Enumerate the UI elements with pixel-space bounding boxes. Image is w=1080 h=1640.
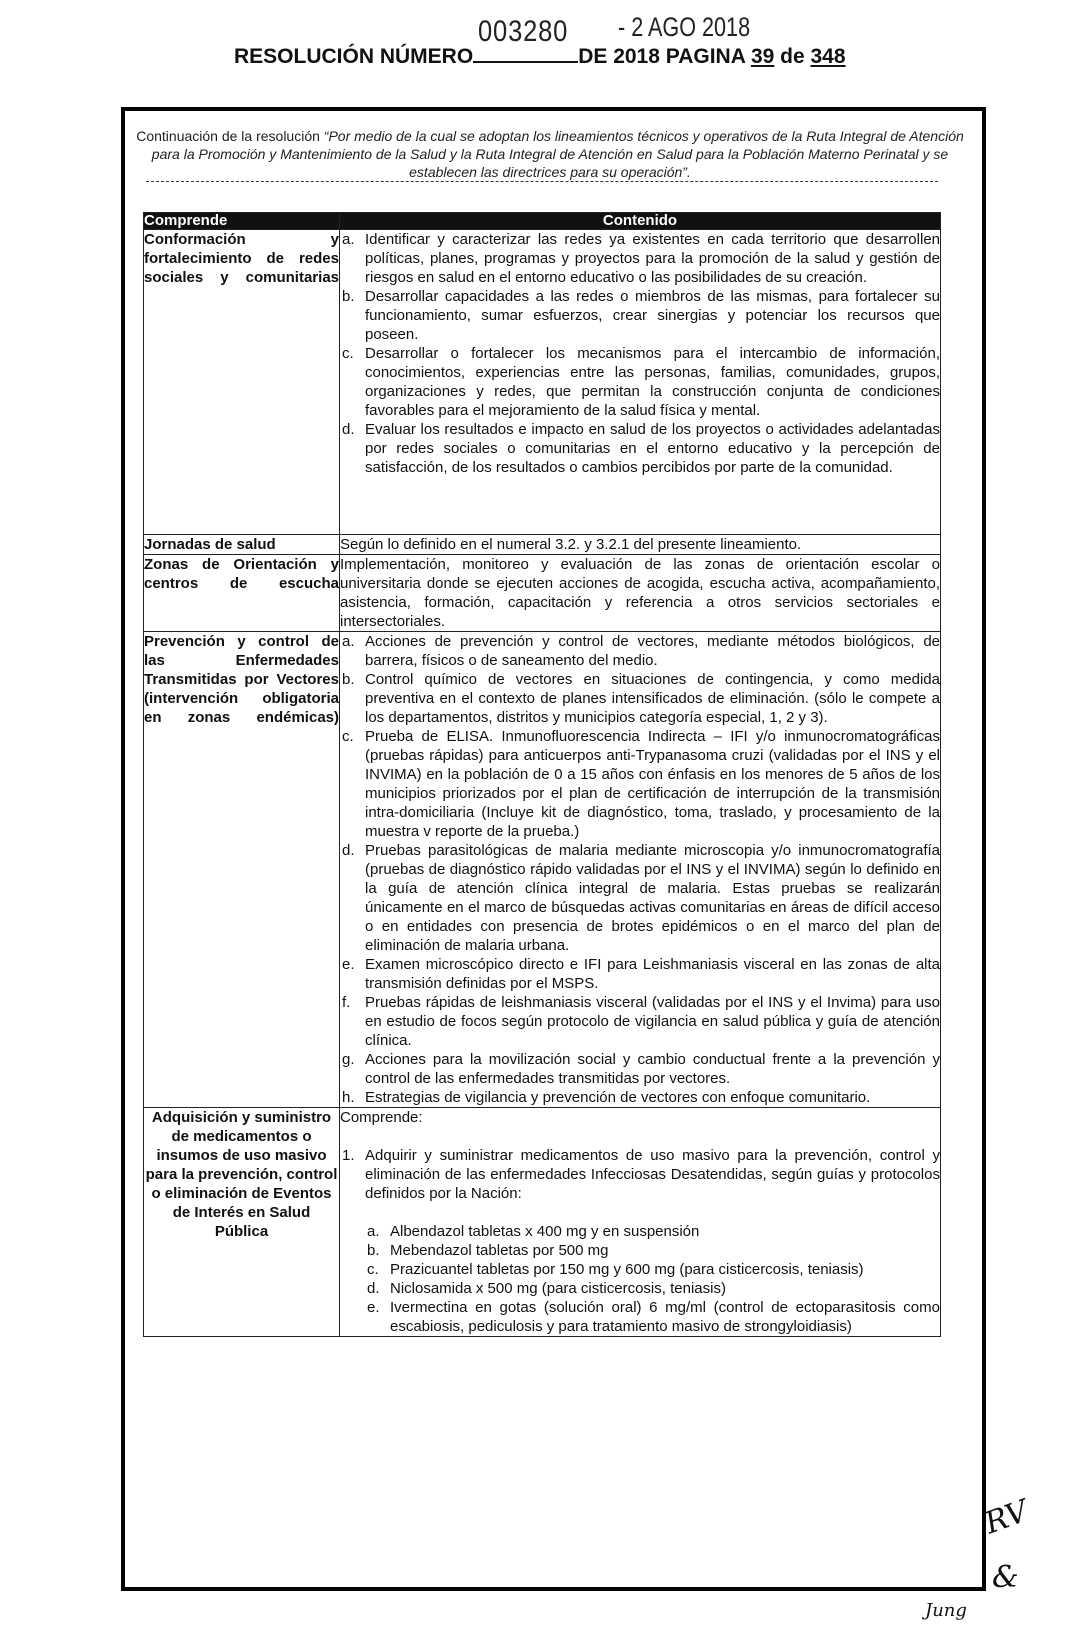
list-item: f. Pruebas rápidas de leishmaniasis visceral (validadas por el INS y el Invima) para uso en estudio de focos según protocolo de vigilancia en salud pública y guía de atención clínica. bbox=[342, 994, 940, 1049]
table-row bbox=[144, 555, 941, 632]
list-item: c. Prueba de ELISA. Inmunofluorescencia Indirecta – IFI y/o inmunocromatográficas (pruebas rápidas) para anticuerpos anti-Trypanasoma cruzi (validadas por el INS y el INVIMA) en la población de 0 a 15 años con énfasis en los menores de 5 años de los municipios priorizados por el plan de certificación de interrupción de la transmisión intra-domiciliaria (Incluye kit de diagnóstico, toma, traslado, y procesamiento de la muestra v reporte de la prueba.) bbox=[342, 728, 940, 840]
content-table bbox=[143, 212, 941, 1337]
row-content: Según lo definido en el numeral 3.2. y 3.2.1 del presente lineamiento. bbox=[340, 535, 941, 555]
header-contenido: Contenido bbox=[340, 213, 941, 230]
row-label: Prevención y control de las Enfermedades Transmitidas por Vectores (intervención obligatoria en zonas endémicas) bbox=[144, 632, 340, 1108]
table-row bbox=[144, 230, 941, 535]
list-item: d. Evaluar los resultados e impacto en salud de los proyectos o actividades adelantadas por redes sociales o comunitarias en el entorno educativo y la percepción de satisfacción, de los resultados o cambios percibidos por parte de la comunidad. bbox=[342, 421, 940, 476]
table-row bbox=[144, 1108, 941, 1337]
title-mid: DE 2018 PAGINA bbox=[578, 45, 746, 68]
row-content bbox=[340, 1108, 941, 1337]
list-item: e. Ivermectina en gotas (solución oral) 6 mg/ml (control de ectoparasitosis como escabiosis, pediculosis y para tratamiento masivo de strongyloidiasis) bbox=[367, 1299, 940, 1335]
list-item: c. Desarrollar o fortalecer los mecanismos para el intercambio de información, conocimientos, experiencias entre las personas, familias, comunidades, grupos, organizaciones y redes, que permitan la construcción conjunta de condiciones favorables para el mejoramiento de la salud física y mental. bbox=[342, 345, 940, 419]
initials-mark-2: & bbox=[992, 1560, 1019, 1595]
table-row bbox=[144, 632, 941, 1108]
list-item: h. Estrategias de vigilancia y prevención de vectores con enfoque comunitario. bbox=[342, 1089, 871, 1106]
continuation-note bbox=[135, 127, 965, 181]
list-item: a. Acciones de prevención y control de vectores, mediante métodos biológicos, de barrera, físicos o de saneamento del medio. bbox=[342, 633, 940, 669]
initials-mark-1: RV bbox=[980, 1493, 1033, 1542]
list-item: e. Examen microscópico directo e IFI para Leishmaniasis visceral en las zonas de alta transmisión definidas por el MSPS. bbox=[342, 956, 940, 992]
list-item: a. Albendazol tabletas x 400 mg y en suspensión bbox=[367, 1223, 700, 1240]
table-header-row bbox=[144, 213, 941, 230]
row-label: Adquisición y suministro de medicamentos o insumos de uso masivo para la prevención, control o eliminación de Eventos de Interés en Salud Pública bbox=[144, 1108, 340, 1337]
row-content bbox=[340, 632, 941, 1108]
medication-list bbox=[365, 1222, 940, 1336]
row-content bbox=[340, 230, 941, 535]
list-item: b. Mebendazol tabletas por 500 mg bbox=[367, 1242, 609, 1259]
row-content: Implementación, monitoreo y evaluación de las zonas de orientación escolar o universitaria donde se ejecuten acciones de acogida, escucha activa, acompañamiento, asistencia, formación, capacitación y referencia a otros servicios sectoriales e intersectoriales. bbox=[340, 556, 940, 630]
list-item: g. Acciones para la movilización social y cambio conductual frente a la prevención y control de las enfermedades transmitidas por vectores. bbox=[342, 1051, 940, 1087]
list-item: d. Niclosamida x 500 mg (para cisticercosis, teniasis) bbox=[367, 1280, 726, 1297]
resolution-number-stamp: 003280 bbox=[478, 15, 569, 48]
list-item: d. Pruebas parasitológicas de malaria mediante microscopia y/o inmunocromatografía (pruebas de diagnóstico rápido validadas por el INS y el INVIMA) según lo definido en la guía de atención clínica integral de malaria. Estas pruebas se realizarán únicamente en el marco de búsquedas activas comunitarias en áreas de difícil acceso o en entidades con presencia de brotes epidémicos o en el marco del plan de eliminación de malaria urbana. bbox=[342, 842, 940, 954]
numbered-list bbox=[340, 1146, 940, 1203]
row-label: Conformación y fortalecimiento de redes sociales y comunitarias bbox=[144, 230, 340, 535]
date-stamp: - 2 AGO 2018 bbox=[618, 12, 751, 42]
page-of: de bbox=[780, 45, 805, 68]
page-total: 348 bbox=[810, 45, 846, 68]
number-blank bbox=[473, 44, 578, 63]
list-item: 1. Adquirir y suministrar medicamentos de uso masivo para la prevención, control y eliminación de las enfermedades Infecciosas Desatendidas, según guías y protocolos definidos por la Nación: bbox=[342, 1147, 940, 1202]
table-row bbox=[144, 535, 941, 555]
header-comprende: Comprende bbox=[144, 213, 340, 230]
spacer bbox=[340, 1203, 940, 1222]
row-label: Jornadas de salud bbox=[144, 535, 340, 555]
medication-sublist-wrap bbox=[340, 1222, 940, 1336]
continuation-plain: Continuación de la resolución bbox=[136, 128, 324, 144]
signature-mark: Jung bbox=[925, 1600, 967, 1621]
title-prefix: RESOLUCIÓN NÚMERO bbox=[234, 45, 474, 68]
spacer bbox=[340, 1127, 940, 1146]
list-item: a. Identificar y caracterizar las redes ya existentes en cada territorio que desarrollen políticas, planes, programas y proyectos para la promoción de la salud y gestión de riesgos en salud en el entorno educativo o las posibilidades de su creación. bbox=[342, 231, 940, 286]
comprende-intro: Comprende: bbox=[340, 1109, 423, 1126]
list-item: c. Prazicuantel tabletas por 150 mg y 600 mg (para cisticercosis, teniasis) bbox=[367, 1261, 864, 1278]
list-item: b. Desarrollar capacidades a las redes o miembros de las mismas, para fortalecer su funcionamiento, sumar esfuerzos, crear sinergias y potenciar los recursos que poseen. bbox=[342, 288, 940, 343]
row-label: Zonas de Orientación y centros de escucha bbox=[144, 555, 340, 632]
dashed-divider bbox=[146, 181, 938, 182]
item-list bbox=[340, 230, 940, 477]
item-list bbox=[340, 632, 940, 1107]
page-current: 39 bbox=[750, 45, 775, 68]
list-item: b. Control químico de vectores en situaciones de contingencia, y como medida preventiva en el contexto de planes intensificados de eliminación. (sólo le compete a los departamentos, distritos y municipios categoría especial, 1, 2 y 3). bbox=[342, 671, 940, 726]
resolution-title bbox=[234, 44, 846, 69]
continuation-italic: “Por medio de la cual se adoptan los lineamientos técnicos y operativos de la Ruta Integral de Atención para la Promoción y Mantenimiento de la Salud y la Ruta Integral de Atención en Salud para la Población Materno Perinatal y se establecen las directrices para su operación”. bbox=[151, 128, 964, 180]
